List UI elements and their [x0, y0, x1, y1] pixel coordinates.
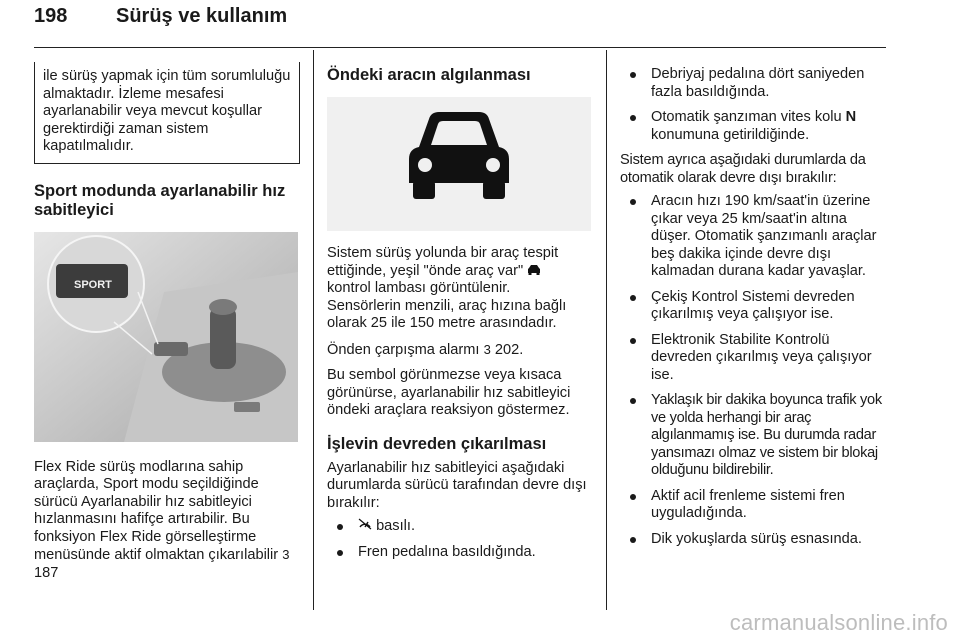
column-3 [620, 66, 888, 548]
vehicle-ahead-symbol-panel [327, 97, 591, 231]
sport-body-text: Flex Ride sürüş modlarına sahip araçlarda, Sport modu seçildiğinde sürücü Ayarlanabilir hız sabitleyici hızlanmasını hafifçe artırabilir. Bu fonksiyon Flex Ride görselleştirme menüsünde aktif olmaktan çıkarılabilir [34, 458, 279, 563]
page-ref-arrow: 3 [282, 547, 290, 562]
header-rule [34, 47, 886, 48]
collision-ref-arrow: 3 [483, 341, 491, 357]
cruise-control-off-icon [358, 518, 372, 530]
list-item [327, 544, 593, 562]
detection-p2: Sensörlerin menzili, araç hızına bağlı olarak 25 ile 150 metre arasındadır. [327, 297, 567, 331]
column-1 [34, 62, 300, 582]
detection-p3 [327, 341, 593, 360]
deactivation-heading: İşlevin devreden çıkarılması [327, 434, 547, 453]
list-item: Dik yokuşlarda sürüş esnasında. [620, 531, 888, 549]
list-item [620, 109, 888, 144]
detection-heading: Öndeki aracın algılanması [327, 66, 531, 84]
page-header [34, 5, 886, 45]
note-text: ile sürüş yapmak için tüm sorumluluğu almaktadır. İzleme mesafesi ayarlanabilir veya mevcut koşullar gerektirdiği zaman sistem kapatılmalıdır. [43, 68, 291, 154]
section-title: Sürüş ve kullanım [116, 5, 288, 27]
vehicle-ahead-small-icon [527, 264, 541, 275]
gear-shifter-illustration [34, 232, 298, 442]
gear-item: Otomatik şanzıman vites kolu [651, 109, 842, 125]
detection-p1 [327, 245, 593, 333]
list-item: Yaklaşık bir dakika boyunca trafik yok ve yolda herhangi bir araç algılanmamış ise. Bu durumda radar yansımazı olmaz ve sistem bir blokaj olduğunu bildirebilir. [620, 392, 888, 480]
detection-p4: Bu sembol görünmezse veya kısaca görünürse, ayarlanabilir hız sabitleyici öndeki araçlara reaksiyon göstermez. [327, 367, 571, 418]
gear-letter: N [845, 109, 857, 125]
collision-ref-number: 202. [494, 341, 524, 358]
watermark: carmanualsonline.info [729, 610, 948, 635]
sport-button-photo [34, 232, 298, 442]
deactivation-list-continued [620, 66, 888, 144]
detection-p3-text: Önden çarpışma alarmı [327, 341, 480, 358]
auto-deactivation-intro: Sistem ayrıca aşağıdaki durumlarda da otomatik olarak devre dışı bırakılır: [620, 152, 866, 186]
deactivation-item-1: basılı. [376, 518, 415, 534]
list-item [327, 518, 593, 536]
vehicle-ahead-icon [327, 97, 591, 231]
clutch-item: Debriyaj pedalına dört saniyeden fazla basıldığında. [651, 66, 865, 100]
sport-body [34, 459, 300, 583]
deactivation-list [327, 518, 593, 561]
list-item: Çekiş Kontrol Sistemi devreden çıkarılmış veya çalışıyor ise. [620, 289, 888, 324]
list-item: Aracın hızı 190 km/saat'in üzerine çıkar veya 25 km/saat'in altına düşer. Otomatik şanzımanlı araçlar beş dakika içinde devre dışı kalmadan durana kadar yavaşlar. [620, 193, 888, 281]
detection-p1-text-2: kontrol lambası görüntülenir. [327, 280, 511, 296]
auto-deactivation-list [620, 193, 888, 548]
gear-suffix: konumuna getirildiğinde. [651, 126, 810, 143]
continued-note-box [34, 62, 300, 164]
list-item: Aktif acil frenleme sistemi fren uyguladığında. [620, 488, 888, 523]
column-2 [327, 66, 593, 561]
sport-button-label: SPORT [74, 278, 112, 291]
sport-heading: Sport modunda ayarlanabilir hız sabitleyici [34, 181, 286, 219]
deactivation-p: Ayarlanabilir hız sabitleyici aşağıdaki durumlarda sürücü tarafından devre dışı bırakılır: [327, 459, 587, 511]
list-item: Elektronik Stabilite Kontrolü devreden çıkarılmış veya çalışıyor ise. [620, 332, 888, 385]
column-divider-2 [606, 50, 607, 610]
deactivation-item-2: Fren pedalına basıldığında. [358, 543, 536, 560]
list-item [620, 66, 888, 101]
page-ref-number: 187 [34, 564, 59, 581]
page-number: 198 [34, 5, 68, 27]
detection-p1-text: Sistem sürüş yolunda bir araç tespit ettiğinde, yeşil "önde araç var" [327, 245, 559, 279]
column-divider-1 [313, 50, 314, 610]
